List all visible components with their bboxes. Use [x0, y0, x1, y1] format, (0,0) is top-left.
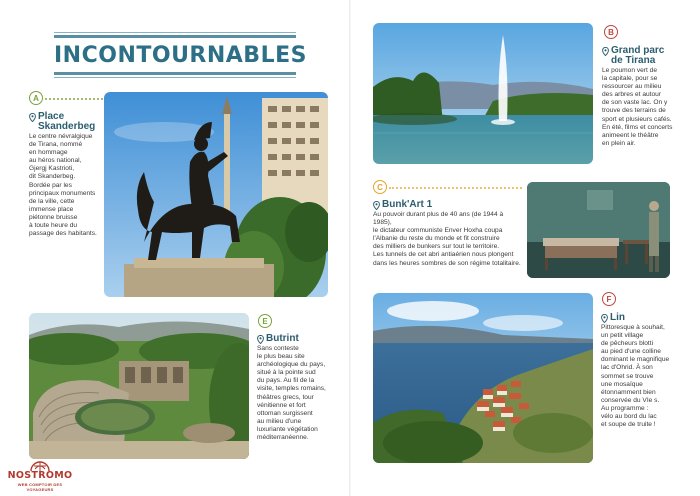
- badge-c: C: [373, 180, 387, 194]
- title-rule-top: [54, 35, 296, 38]
- entry-a-text: Le centre névralgique de Tirana, nommé en hommage au héros national, Gjergj Kastrioti, dit Skanderbeg. Bordée par les principaux monuments de la ville, cette immense place piétonne bruisse à toute heure du passage des habitants.: [29, 133, 97, 238]
- map-pin-icon: [29, 113, 36, 122]
- nostromo-globe-logo: [29, 457, 51, 471]
- map-pin-icon: [601, 314, 608, 323]
- entry-f-text: Pittoresque à souhait, un petit village de pêcheurs blotti au pied d'une colline dominant le magnifique lac d'Ohrid. À son sommet se trouve une mosaïque étonnamment bien conservée du VIe s. Au programme : vélo au bord du lac et soupe de truite !: [601, 324, 670, 429]
- badge-a: A: [29, 91, 43, 105]
- photo-grand-parc-fountain: [373, 23, 593, 164]
- badge-e: E: [258, 314, 272, 328]
- logo-name: NOSTROMO: [7, 470, 73, 481]
- badge-b: B: [604, 25, 618, 39]
- entry-b-name: Grand parc de Tirana: [611, 45, 665, 66]
- entry-c-title: [373, 200, 523, 210]
- page-gutter: [349, 0, 351, 496]
- entry-c-name: Bunk'Art 1: [382, 199, 433, 210]
- dotted-leader-a: [45, 98, 103, 100]
- entry-f-name: Lin: [610, 312, 625, 323]
- entry-a: [29, 112, 105, 238]
- entry-e-name: Butrint: [266, 333, 299, 344]
- entry-b-text: Le poumon vert de la capitale, pour se ressourcer au milieu des arbres et autour de son vaste lac. On y trouve des terrains de sport et plusieurs cafés. En été, films et concerts animeent le théâtre en plein air.: [602, 67, 673, 147]
- map-pin-icon: [373, 201, 380, 210]
- page-title: INCONTOURNABLES: [54, 43, 307, 68]
- entry-f-title: [601, 313, 685, 323]
- entry-e-title: [257, 334, 337, 344]
- dotted-leader-c: [389, 187, 522, 189]
- entry-a-name: Place Skanderbeg: [38, 111, 96, 132]
- title-rule-bottom-thin: [54, 77, 296, 78]
- photo-skanderbeg-statue: [104, 92, 328, 297]
- title-rule-top-thin: [54, 32, 296, 33]
- photo-butrint-ruins: [29, 313, 249, 459]
- entry-b-title: [602, 46, 682, 66]
- entry-c-text: Au pouvoir durant plus de 40 ans (de 1944 à 1985), le dictateur communiste Enver Hoxha coupa l'Albanie du reste du monde et fit construire des milliers de bunkers sur tout le territoire. Les tunnels de cet abri antiaérien nous plongent dans les heures sombres de son régime totalitaire.: [373, 211, 521, 267]
- map-pin-icon: [602, 47, 609, 56]
- photo-bunkart-room: [527, 182, 670, 278]
- entry-b: [602, 46, 682, 148]
- map-pin-icon: [257, 335, 264, 344]
- title-block: [54, 30, 307, 80]
- entry-f: [601, 313, 685, 429]
- logo-tagline: WEB COMPTOIR DES VOYAGEURS: [17, 482, 63, 492]
- badge-f: F: [602, 292, 616, 306]
- nostromo-logo: [4, 457, 76, 493]
- entry-a-title: [29, 112, 105, 132]
- title-rule-bottom: [54, 72, 296, 75]
- entry-e: [257, 334, 337, 442]
- entry-c: [373, 200, 523, 268]
- entry-e-text: Sans conteste le plus beau site archéologique du pays, situé à la pointe sud du pays. Au fil de la visite, temples romains, théâtres grecs, tour vénitienne et fort ottoman surgissent au milieu d'une luxuriante végétation méditerranéenne.: [257, 345, 326, 442]
- photo-lin-village: [373, 293, 593, 463]
